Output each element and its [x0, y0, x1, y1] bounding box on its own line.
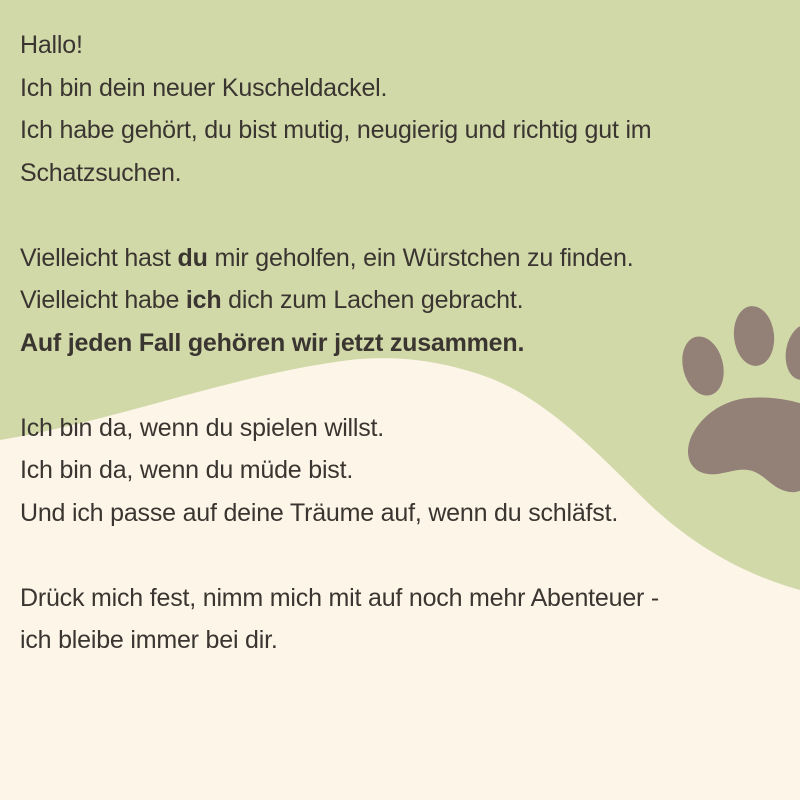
maybe-line-1-post: mir geholfen, ein Würstchen zu finden.: [207, 243, 634, 272]
maybe-line-2-pre: Vielleicht habe: [20, 286, 186, 314]
maybe-line-2-post: dich zum Lachen gebracht.: [221, 286, 524, 314]
heard-line-2: Schatzsuchen.: [20, 158, 182, 187]
heard-line-1: Ich habe gehört, du bist mutig, neugierig und richtig gut im: [20, 116, 652, 144]
maybe-line-1-pre: Vielleicht hast: [20, 243, 178, 272]
together-line: [20, 322, 790, 365]
here-line-2: Ich bin da, wenn du müde bist.: [20, 456, 354, 484]
maybe-line-2: [20, 279, 790, 322]
paragraph-gap: [20, 364, 790, 407]
greeting-line: Hallo!: [20, 31, 83, 59]
hug-line-1: Drück mich fest, nimm mich mit auf noch mehr Abenteuer -: [20, 583, 660, 612]
letter-text: [20, 24, 790, 662]
maybe-line-1: [20, 237, 790, 280]
maybe-line-2-bold: ich: [185, 286, 222, 314]
paragraph-gap: [20, 194, 790, 237]
hug-line-2: ich bleibe immer bei dir.: [20, 626, 278, 654]
together-line-bold: Auf jeden Fall gehören wir jetzt zusammen.: [20, 328, 525, 357]
here-line-1: Ich bin da, wenn du spielen willst.: [20, 413, 385, 442]
intro-line: Ich bin dein neuer Kuscheldackel.: [20, 73, 388, 102]
paragraph-gap: [20, 534, 790, 577]
dreams-line: Und ich passe auf deine Träume auf, wenn du schläfst.: [20, 498, 619, 527]
maybe-line-1-bold: du: [177, 243, 208, 272]
